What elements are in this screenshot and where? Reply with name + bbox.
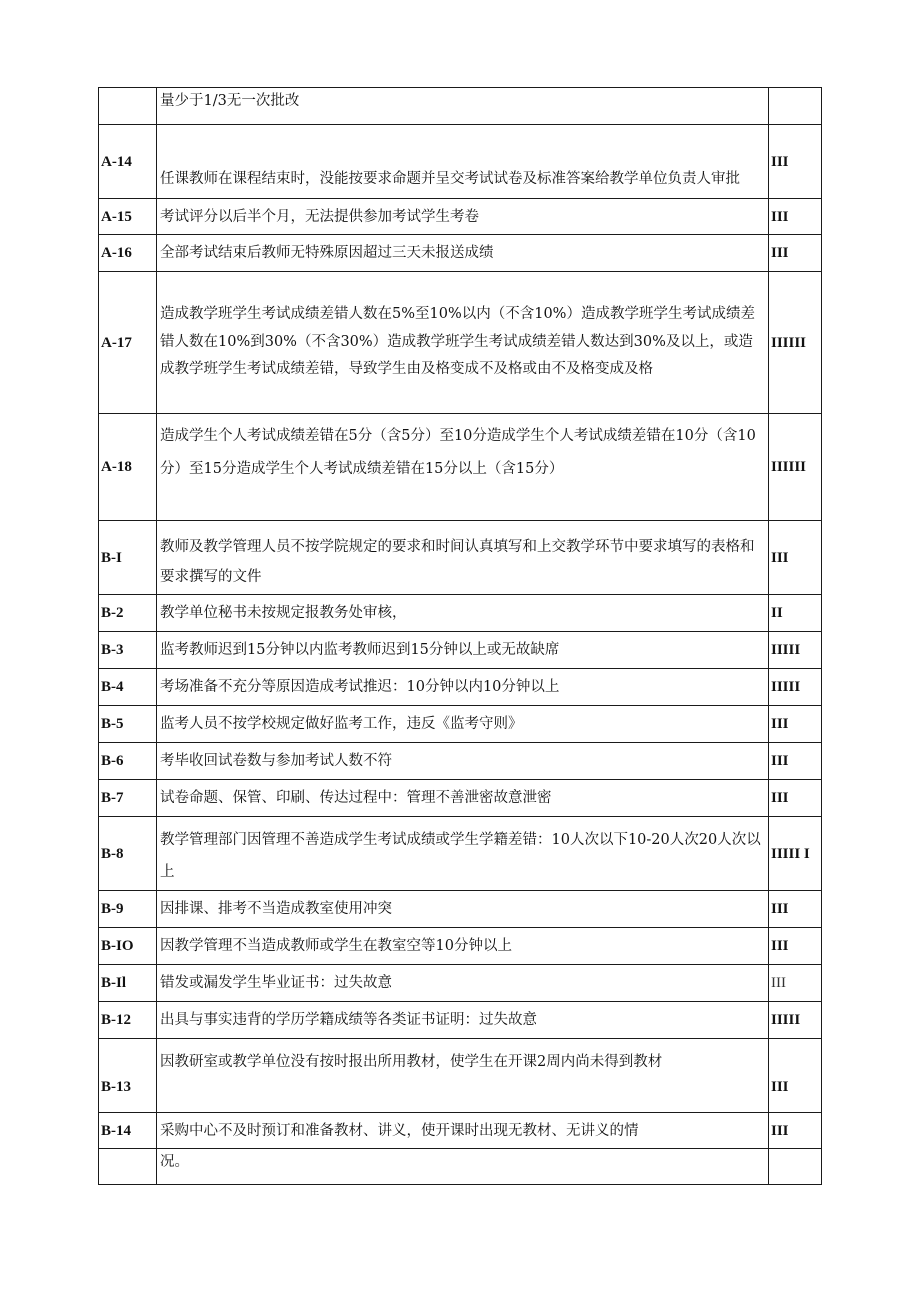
row-description: 教学单位秘书未按规定报教务处审核， <box>157 595 769 632</box>
row-code: B-9 <box>99 891 157 928</box>
row-level: III <box>769 235 822 272</box>
row-description: 量少于1/3无一次批改 <box>157 88 769 125</box>
row-description: 造成教学班学生考试成绩差错人数在5%至10%以内（不含10%）造成教学班学生考试成绩差错人数在10%到30%（不含30%）造成教学班学生考试成绩差错人数达到30%及以上，或造成教学班学生考试成绩差错，导致学生由及格变成不及格或由不及格变成及格 <box>157 272 769 414</box>
row-description: 况。 <box>157 1149 769 1185</box>
row-level: IIIII <box>769 1002 822 1039</box>
row-description: 考试评分以后半个月，无法提供参加考试学生考卷 <box>157 199 769 235</box>
row-description: 监考教师迟到15分钟以内监考教师迟到15分钟以上或无故缺席 <box>157 632 769 669</box>
row-code: A-16 <box>99 235 157 272</box>
row-code: B-14 <box>99 1113 157 1149</box>
row-level: III <box>769 521 822 595</box>
row-level: IIIII I <box>769 817 822 891</box>
row-code: B-7 <box>99 780 157 817</box>
table-row <box>99 817 822 891</box>
row-code: B-8 <box>99 817 157 891</box>
row-description: 因教学管理不当造成教师或学生在教室空等10分钟以上 <box>157 928 769 965</box>
table-row <box>99 669 822 706</box>
row-description: 考毕收回试卷数与参加考试人数不符 <box>157 743 769 780</box>
row-description: 全部考试结束后教师无特殊原因超过三天未报送成绩 <box>157 235 769 272</box>
table-row <box>99 595 822 632</box>
table-row <box>99 706 822 743</box>
row-description: 教学管理部门因管理不善造成学生考试成绩或学生学籍差错：10人次以下10-20人次20人次以上 <box>157 817 769 891</box>
row-description: 错发或漏发学生毕业证书：过失故意 <box>157 965 769 1002</box>
table-row <box>99 1149 822 1185</box>
row-level: II <box>769 595 822 632</box>
row-description: 考场准备不充分等原因造成考试推迟：10分钟以内10分钟以上 <box>157 669 769 706</box>
row-code: B-5 <box>99 706 157 743</box>
row-level: III <box>769 1113 822 1149</box>
row-level <box>769 1149 822 1185</box>
row-description: 试卷命题、保管、印刷、传达过程中：管理不善泄密故意泄密 <box>157 780 769 817</box>
row-description: 监考人员不按学校规定做好监考工作，违反《监考守则》 <box>157 706 769 743</box>
row-level: III <box>769 706 822 743</box>
row-level: IIIIII <box>769 414 822 521</box>
violation-table <box>98 87 822 1185</box>
row-code <box>99 1149 157 1185</box>
row-code: B-3 <box>99 632 157 669</box>
row-level: IIIII <box>769 669 822 706</box>
table-row <box>99 1002 822 1039</box>
table-row <box>99 88 822 125</box>
row-code: A-18 <box>99 414 157 521</box>
row-description: 采购中心不及时预订和准备教材、讲义，使开课时出现无教材、无讲义的情 <box>157 1113 769 1149</box>
row-code: B-4 <box>99 669 157 706</box>
table-row <box>99 743 822 780</box>
row-description: 因排课、排考不当造成教室使用冲突 <box>157 891 769 928</box>
table-row <box>99 632 822 669</box>
table-row <box>99 965 822 1002</box>
row-description: 出具与事实违背的学历学籍成绩等各类证书证明：过失故意 <box>157 1002 769 1039</box>
table-row <box>99 125 822 199</box>
row-level: III <box>769 743 822 780</box>
row-description: 教师及教学管理人员不按学院规定的要求和时间认真填写和上交教学环节中要求填写的表格和要求撰写的文件 <box>157 521 769 595</box>
row-level: III <box>769 199 822 235</box>
table-row <box>99 1113 822 1149</box>
table-row <box>99 891 822 928</box>
row-code: A-14 <box>99 125 157 199</box>
row-code: B-6 <box>99 743 157 780</box>
table-row <box>99 521 822 595</box>
table-row <box>99 414 822 521</box>
row-code: B-I <box>99 521 157 595</box>
row-description: 因教研室或教学单位没有按时报出所用教材，使学生在开课2周内尚未得到教材 <box>157 1039 769 1113</box>
row-code: B-2 <box>99 595 157 632</box>
row-level <box>769 88 822 125</box>
table-row <box>99 780 822 817</box>
row-code: B-12 <box>99 1002 157 1039</box>
row-code <box>99 88 157 125</box>
row-code: A-17 <box>99 272 157 414</box>
row-level: IIIII <box>769 632 822 669</box>
row-level: III <box>769 780 822 817</box>
row-level: III <box>769 125 822 199</box>
row-level: III <box>769 928 822 965</box>
row-code: B-Il <box>99 965 157 1002</box>
table-row <box>99 928 822 965</box>
row-level: III <box>769 891 822 928</box>
row-level: IIIIII <box>769 272 822 414</box>
table-row <box>99 199 822 235</box>
row-description: 任课教师在课程结束时，没能按要求命题并呈交考试试卷及标准答案给教学单位负责人审批 <box>157 125 769 199</box>
row-level: III <box>769 1039 822 1113</box>
row-level: III <box>769 965 822 1002</box>
row-code: A-15 <box>99 199 157 235</box>
table-row <box>99 272 822 414</box>
table-row <box>99 235 822 272</box>
row-code: B-13 <box>99 1039 157 1113</box>
row-code: B-IO <box>99 928 157 965</box>
row-description: 造成学生个人考试成绩差错在5分（含5分）至10分造成学生个人考试成绩差错在10分（含10分）至15分造成学生个人考试成绩差错在15分以上（含15分） <box>157 414 769 521</box>
table-row <box>99 1039 822 1113</box>
